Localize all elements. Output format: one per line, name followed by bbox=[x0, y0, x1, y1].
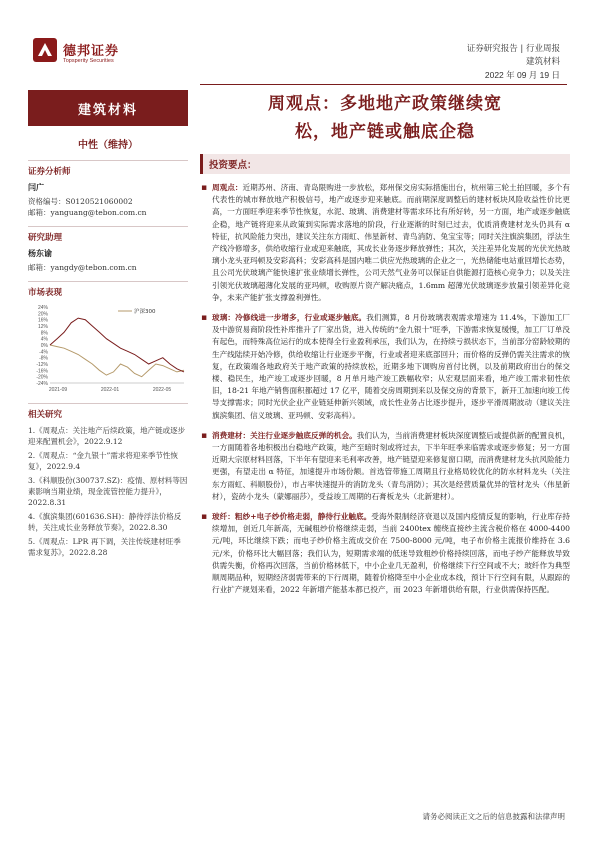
related-item[interactable]: 3.《科顺股份(300737.SZ)：疫情、原材料等因素影响当期业绩，现金流管控能力提升》，2022.8.31 bbox=[28, 476, 188, 507]
paragraph-weekly-view bbox=[200, 182, 570, 304]
x-tick-label: 2022-01 bbox=[100, 387, 120, 393]
y-tick-label: 12% bbox=[37, 324, 48, 330]
y-tick-label: -4% bbox=[39, 349, 48, 356]
y-tick-label: 24% bbox=[37, 305, 48, 311]
market-block bbox=[28, 281, 188, 395]
y-tick-label: 20% bbox=[37, 311, 48, 318]
paragraph-key: 消费建材：关注行业逐步触底反弹的机会。 bbox=[212, 430, 357, 440]
analyst-heading: 证券分析师 bbox=[28, 167, 71, 177]
report-title-line2: 松，地产链或触底企稳 bbox=[295, 122, 475, 142]
y-tick-label: 8% bbox=[40, 330, 48, 337]
paragraph-text: 受海外限制经济衰退以及国内疫情反复的影响，行业库存持续增加，创近几年新高，无碱粗纱价格继续走弱，当前 2400tex 缠绕直接纱主流含税价格在 4000-4400 元/吨，环比继续下跌；而电子纱价格主流成交价在 7500-8000 元/吨，电子布价格主流报价维持在 3.6 元/米，价格环比大幅回落；我们认为，短期需求端的低迷导致粗纱价格持续回落，而电子纱产能释放导致供需失衡，价格再次回落，当前价格林低下，中小企业几无盈利，价格继续下行空间或不大；玻纤作为典型顺周期品种，短期经济弱需带来的下行周期，随着价格降至中小企业成本线，预计下行空间有限，从跟踪的行业扩产规划来看，2022 年新增产能基本都已投产，而 2023 年新增供给有限，行业供需保持匹配。 bbox=[212, 512, 570, 595]
header-divider bbox=[200, 84, 567, 85]
sector-title: 建筑材料 bbox=[28, 90, 188, 126]
assistant-heading: 研究助理 bbox=[28, 233, 63, 243]
report-title bbox=[200, 90, 570, 146]
report-title-line1: 周观点：多地地产政策继续宽 bbox=[268, 94, 502, 114]
paragraph-key: 玻璃：冷修线进一步增多，行业或逐步触底。 bbox=[212, 313, 367, 323]
report-type: 证券研究报告 | 行业周报 bbox=[466, 44, 560, 54]
legend-label: 沪深300 bbox=[134, 309, 156, 315]
assistant-email[interactable]: 邮箱：yangdy@tebon.com.cn bbox=[28, 263, 137, 272]
related-heading: 相关研究 bbox=[28, 410, 63, 420]
analyst-block bbox=[28, 160, 188, 218]
paragraph-text: 我们认为，当前消费建材板块深度调整后或提供新的配置良机，一方面随着各地积极出台稳地产政策，地产至暗时刻或将过去，下半年旺季来临需求或逐步修复；另一方面近期大宗原材料回落，下半年有望迎来毛利率改善，地产链望迎来修复窗口期，而消费建材龙头抗风险能力更强，有望走出 α 特征，加速提升市场份额。首选管带施工周期且行业格局较优化的防水材料龙头（关注东方雨虹、科顺股份），市占率快速提升的消防龙头（青鸟消防）；其次是经营质量优异的管材龙头（伟星新材），瓷砖小龙头（蒙娜丽莎），受益竣工周期的石膏板龙头（北新建材）。 bbox=[212, 430, 570, 501]
y-tick-label: -20% bbox=[36, 374, 48, 381]
rating-badge: 中性（维持） bbox=[78, 140, 138, 151]
series-line-1 bbox=[50, 318, 184, 372]
market-chart bbox=[28, 303, 188, 395]
paragraph-glass-fiber bbox=[200, 511, 570, 596]
related-block bbox=[28, 403, 188, 558]
report-meta bbox=[467, 43, 560, 82]
x-tick-label: 2021-09 bbox=[48, 387, 68, 393]
y-tick-label: -12% bbox=[36, 362, 48, 368]
y-tick-label: 0% bbox=[40, 343, 48, 349]
market-chart-svg bbox=[28, 303, 188, 395]
main-content bbox=[200, 90, 570, 597]
logo-text-en: Topsperity Securities bbox=[63, 58, 114, 64]
paragraph-text: 近期苏州、济南、青岛限购进一步放松，郑州保交房实际措施出台，杭州第三轮土拍回暖，多个有代表性的城市释放地产积极信号，地产或逐步迎来触底。而前期深度调整后的建材板块风险收益性价比更高，一方面旺季迎来季节性恢复，水泥、玻璃、消费建材等需求环比有所好转，另一方面，地产或逐步触底企稳，地产链将迎来从政策到实际需求落地的阶段，行业逐渐的时刻已过去，优质消费建材龙头仍具有 α 特征，抗风险能力突出，建议关注东方雨虹、伟星新材、青鸟消防、兔宝宝等；同时关注旗滨集团，浮法生产线冷修增多，供给收缩行业或迎来触底，其成长业务逐步释放弹性；其次，关注差异化发展的光伏光热玻璃小龙头亚玛顿及安彩高科；安彩高科是国内唯二供应光热玻璃的企业之一，光热储能电站重回增长态势，且公司光伏玻璃产能快速扩张业绩增长弹性，公司天然气业务可以保证自供能源打造核心竞争力；以及关注引领光伏玻璃超薄化发展的亚玛顿，收购原片资产解决痛点，1.6mm 超薄光伏玻璃逐步放量引领差异化竞争，未来产能扩张支撑盈利弹性。 bbox=[212, 183, 571, 302]
x-tick-label: 2022-05 bbox=[152, 387, 172, 393]
assistant-block bbox=[28, 226, 188, 273]
related-item[interactable]: 2.《周观点：“金九银十”需求将迎来季节性恢复》，2022.9.4 bbox=[28, 451, 178, 471]
y-tick-label: 4% bbox=[40, 336, 48, 343]
company-logo bbox=[33, 36, 153, 76]
market-heading: 市场表现 bbox=[28, 288, 63, 298]
logo-text-cn: 德邦证券 bbox=[63, 44, 120, 59]
y-tick-label: -24% bbox=[36, 381, 48, 387]
related-item[interactable]: 5.《周观点：LPR 再下调，关注传统建材旺季需求复苏》，2022.8.28 bbox=[28, 537, 181, 557]
logo-emblem-icon bbox=[33, 38, 57, 62]
analyst-cert: 资格编号：S0120521060002 bbox=[28, 197, 133, 206]
paragraph-glass bbox=[200, 312, 570, 422]
analyst-name: 闫广 bbox=[28, 183, 44, 192]
related-item[interactable]: 4.《旗滨集团(601636.SH)：静待浮法价格反转，关注成长业务释放节奏》，2022.8.30 bbox=[28, 512, 182, 532]
assistant-name: 杨东谕 bbox=[28, 249, 52, 258]
report-date: 2022 年 09 月 19 日 bbox=[484, 70, 560, 80]
paragraph-consumer-materials bbox=[200, 430, 570, 503]
paragraph-text: 我们测算，8 月份玻璃表观需求增速为 11.4%，下游加工厂及中游贸易商阶段性补库推升了厂家出货，进入传统的“金九银十”旺季，下游需求恢复缓慢，加工厂订单没有起色，而特殊高位运行的成本使得全行业盈利承压，我们认为，在持续亏损状态下，当前部分窑龄较期的生产线陆续开始冷修，供给收缩让行业逐步平衡，行业或者迎来底部回升；而价格的反弹仍需关注需求的恢复，在政策端各地政府关于地产政策的持续放松，近期多地下调购房首付比例，以及前期政府出台的保交楼、稳民生，地产竣工或逐步回暖，8 月单月地产竣工跌幅收窄；从宏观层面来看，地产竣工需求韧性依旧，18-21 年地产销售面积都超过 17 亿平，随着交房周期到来以及保交房的背景下，新开工加速向竣工传导支撑需求；同时光伏企业产业链延伸新兴领域，成长性业务占比逐步提升，逐步平滑周期波动（建议关注旗滨集团、信义玻璃、亚玛顿、安彩高科）。 bbox=[212, 313, 571, 420]
report-industry: 建筑材料 bbox=[525, 57, 560, 67]
series-line-0 bbox=[50, 345, 184, 377]
paragraph-key: 周观点： bbox=[212, 183, 243, 192]
sidebar bbox=[28, 90, 188, 802]
related-item[interactable]: 1.《周观点：关注地产后续政策，地产链或逐步迎来配置机会》，2022.9.12 bbox=[28, 426, 186, 446]
key-points-bar: 投资要点： bbox=[200, 154, 570, 174]
y-tick-label: -16% bbox=[36, 368, 48, 375]
y-tick-label: -8% bbox=[39, 355, 48, 362]
analyst-email[interactable]: 邮箱：yanguang@tebon.com.cn bbox=[28, 208, 147, 217]
y-tick-label: 16% bbox=[37, 317, 48, 324]
paragraph-key: 玻纤：粗纱+电子纱价格走弱，静待行业触底。 bbox=[212, 512, 372, 522]
footer-disclaimer: 请务必阅读正文之后的信息披露和法律声明 bbox=[422, 812, 565, 821]
